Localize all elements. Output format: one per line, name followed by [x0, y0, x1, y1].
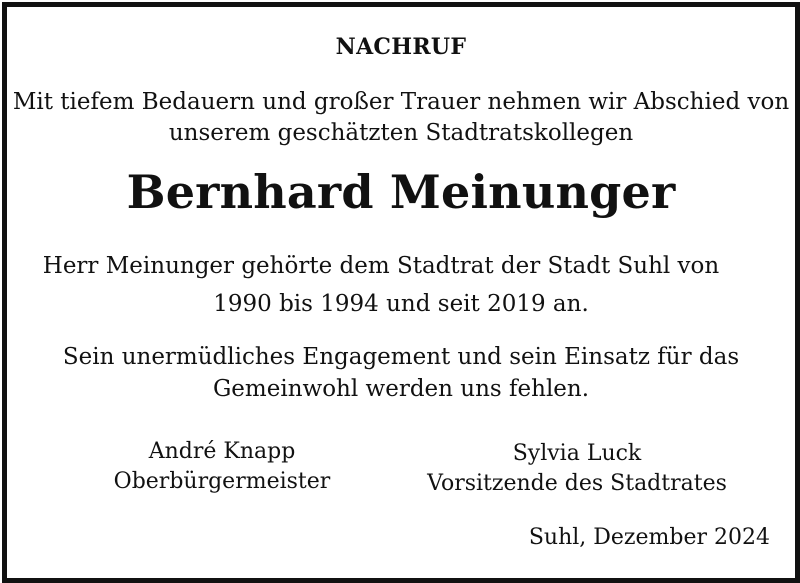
- signatory-title: Vorsitzende des Stadtrates: [427, 471, 727, 496]
- tribute-text-line-1: Sein unermüdliches Engagement und sein Einsatz für das: [62, 344, 740, 370]
- notice-heading: NACHRUF: [335, 34, 467, 60]
- tribute-text-line-2: Gemeinwohl werden uns fehlen.: [212, 376, 590, 402]
- signatory-name: André Knapp: [148, 439, 296, 464]
- signatory-mayor: [97, 437, 347, 497]
- intro-text-line-2: unserem geschätzten Stadtratskollegen: [168, 120, 634, 146]
- place-and-date: Suhl, Dezember 2024: [528, 525, 770, 550]
- membership-text-line-1: Herr Meinunger gehörte dem Stadtrat der Stadt Suhl von: [42, 253, 720, 279]
- obituary-frame: [2, 2, 800, 583]
- signatory-council-chair: [417, 439, 737, 499]
- signatory-name: Sylvia Luck: [512, 441, 642, 466]
- intro-text-line-1: Mit tiefem Bedauern und großer Trauer nehmen wir Abschied von: [12, 89, 790, 115]
- deceased-name: Bernhard Meinunger: [126, 165, 676, 219]
- membership-text-line-2: 1990 bis 1994 und seit 2019 an.: [213, 291, 589, 317]
- signatory-title: Oberbürgermeister: [113, 469, 331, 494]
